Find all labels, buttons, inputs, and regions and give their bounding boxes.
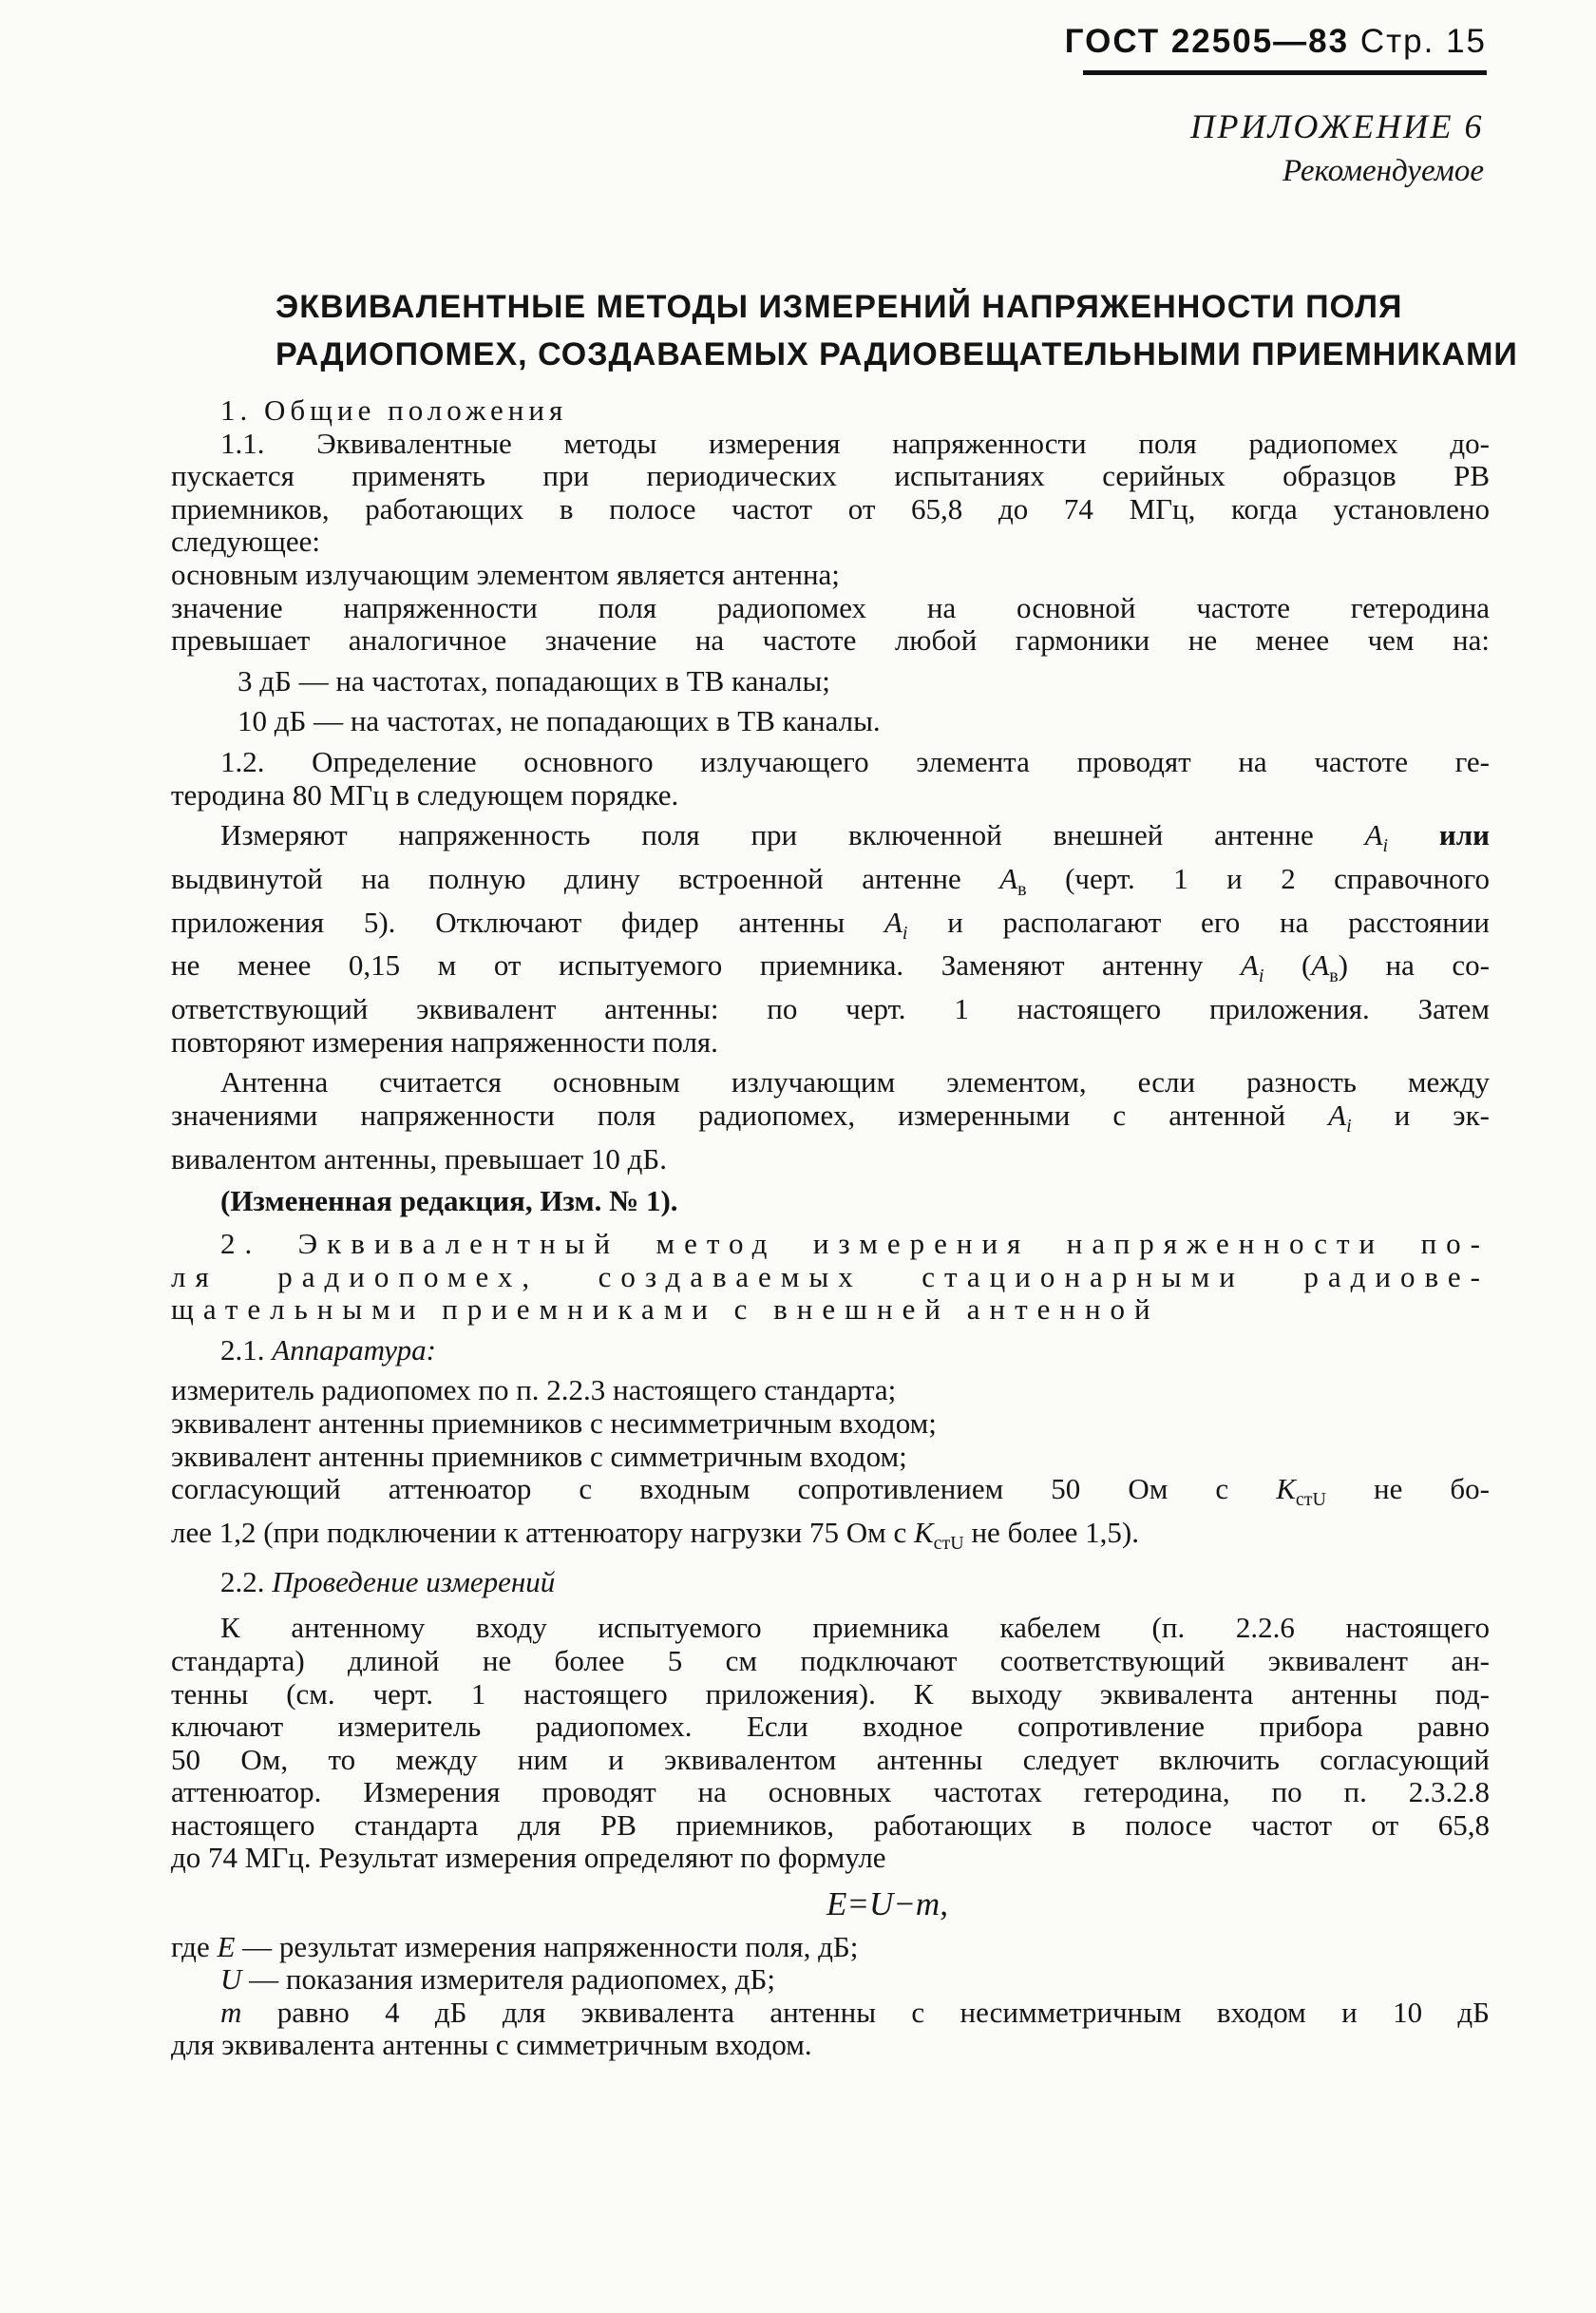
section-heading: 1. Общие положения [220,393,568,427]
text-line: ля радиопомех, создаваемых стационарными радиове- [171,1259,1490,1293]
text-line: Измеряют напряженность поля при включенной внешней антенне $A_i$ или [220,818,1490,857]
where-line: m равно 4 дБ для эквивалента антенны с несимметричным входом и 10 дБ [220,1995,1490,2029]
text-line: следующее: [171,525,321,559]
text-line: значениями напряженности поля радиопомех, измеренными с антенной $A_i$ и эк- [171,1099,1490,1137]
paragraph-1-2 [171,746,1490,812]
text-line: повторяют измерения напряженности поля. [171,1024,718,1059]
page-number: Стр. 15 [1359,23,1487,60]
text-line: Антенна считается основным излучающим элементом, если разность между [220,1065,1490,1099]
text-line: стандарта) длиной не более 5 см подключают соответствующий эквивалент ан- [171,1643,1490,1677]
text-line: приемников, работающих в полосе частот от 65,8 до 74 МГц, когда установлено [171,491,1490,526]
standard-number: ГОСТ 22505—83 [1064,23,1350,60]
text-line: превышает аналогичное значение на частоте любой гармоники не менее чем на: [171,623,1490,658]
text-line: ответствующий эквивалент антенны: по черт. 1 настоящего приложения. Затем [171,992,1490,1026]
document-body [171,394,1490,2062]
text-line: выдвинутой на полную длину встроенной антенне $A_в$ (черт. 1 и 2 справочного [171,861,1490,901]
subsection-2-2-heading: 2.2. Проведение измерений [220,1564,556,1598]
text-line: 2. Эквивалентный метод измерения напряженности по- [220,1227,1490,1260]
text-line: теродина 80 МГц в следующем порядке. [171,777,679,812]
appendix-title: ПРИЛОЖЕНИЕ 6 [1190,107,1484,145]
text-line: ключают измеритель радиопомех. Если входное сопротивление прибора равно [171,1710,1490,1744]
section-2-heading [171,1228,1490,1327]
text-line: лее 1,2 (при подключении к аттенюатору нагрузки 75 Ом с $K_{стU}$ не более 1,5). [171,1515,1139,1555]
text-line: аттенюатор. Измерения проводят на основных частотах гетеродина, по п. 2.3.2.8 [171,1775,1490,1809]
formula: E=U−m, [826,1885,948,1923]
amendment-note: (Измененная редакция, Изм. № 1). [220,1184,678,1218]
text-line: приложения 5). Отключают фидер антенны $A_i$ и располагают его на расстоянии [171,905,1491,944]
text-line: эквивалент антенны приемников с несимметричным входом; [171,1405,937,1440]
criterion-paragraph [171,1066,1490,1176]
text-line: 10 дБ — на частотах, не попадающих в ТВ каналы. [238,704,881,738]
text-line: 1.1. Эквивалентные методы измерения напряженности поля радиопомех до- [220,426,1490,460]
page-header [822,23,1487,61]
header-rule [1083,70,1487,75]
paragraph-1-1 [171,428,1490,559]
where-line: U — показания измерителя радиопомех, дБ; [220,1962,775,1997]
subsection-2-1-heading: 2.1. Аппаратура: [220,1332,436,1367]
text-line: основным излучающим элементом является антенна; [171,557,840,591]
document-title [276,283,1518,378]
text-line: К антенному входу испытуемого приемника кабелем (п. 2.2.6 настоящего [220,1611,1490,1645]
measurement-paragraph [171,819,1490,1059]
where-line: где E — результат измерения напряженности поля, дБ; [171,1929,859,1963]
condition-2 [171,592,1490,658]
text-line: 3 дБ — на частотах, попадающих в ТВ каналы; [238,663,830,698]
text-line: 1.2. Определение основного излучающего элемента проводят на частоте ге- [220,744,1490,778]
title-line: ЭКВИВАЛЕНТНЫЕ МЕТОДЫ ИЗМЕРЕНИЙ НАПРЯЖЕННОСТИ ПОЛЯ [276,289,1403,325]
text-line: до 74 МГц. Результат измерения определяют по формуле [171,1841,886,1875]
where-line: для эквивалента антенны с симметричным входом. [171,2028,812,2062]
text-line: 50 Ом, то между ним и эквивалентом антенны следует включить согласующий [171,1742,1490,1776]
text-line: не менее 0,15 м от испытуемого приемника. Заменяют антенну $A_i$ $(A_в)$ на со- [171,948,1490,987]
text-line: значение напряженности поля радиопомех на основной частоте гетеродина [171,590,1490,624]
appendix-status: Рекомендуемое [1282,154,1484,188]
text-line: вивалентом антенны, превышает 10 дБ. [171,1141,667,1176]
text-line: измеритель радиопомех по п. 2.2.3 настоящего стандарта; [171,1373,897,1407]
text-line: настоящего стандарта для РВ приемников, работающих в полосе частот от 65,8 [171,1807,1490,1842]
procedure-paragraph [171,1612,1490,1875]
text-line: щательными приемниками с внешней антенной [171,1292,1160,1327]
text-line: согласующий аттенюатор с входным сопротивлением 50 Ом с $K_{стU}$ не бо- [171,1472,1490,1511]
text-line: тенны (см. черт. 1 настоящего приложения). К выходу эквивалента антенны под- [171,1676,1490,1711]
text-line: пускается применять при периодических испытаниях серийных образцов РВ [171,459,1490,493]
title-line: РАДИОПОМЕХ, СОЗДАВАЕМЫХ РАДИОВЕЩАТЕЛЬНЫМИ ПРИЕМНИКАМИ [276,336,1518,373]
text-line: эквивалент антенны приемников с симметричным входом; [171,1439,907,1473]
